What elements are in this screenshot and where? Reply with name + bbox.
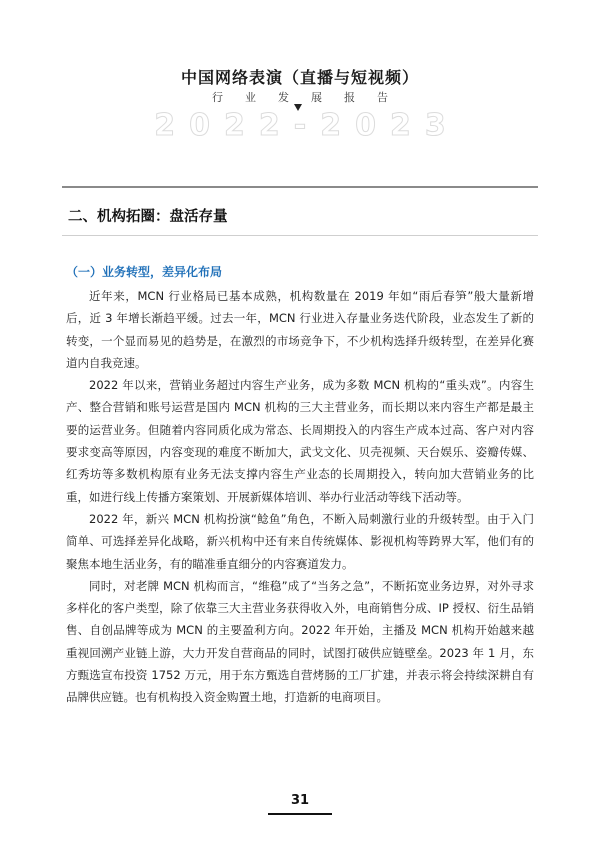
footer-divider	[268, 813, 332, 815]
section-heading: 二、机构拓圈：盘活存量	[68, 209, 228, 225]
section-divider	[62, 235, 538, 236]
report-subtitle: 行业发展报告	[212, 91, 410, 104]
report-title: 中国网络表演（直播与短视频）	[180, 68, 419, 87]
sub-heading: （一）业务转型，差异化布局	[66, 265, 223, 279]
paragraph: 2022 年，新兴 MCN 机构扮演“鲶鱼”角色，不断入局刺激行业的升级转型。由于入门简单、可选择差异化战略，新兴机构中还有来自传统媒体、影视机构等跨界大军，他们有的聚焦本地生活业务，有的瞄准垂直细分的内容赛道发力。	[66, 511, 534, 571]
year-watermark: 2022-2023	[154, 108, 460, 143]
body-text	[66, 285, 534, 709]
paragraph: 近年来，MCN 行业格局已基本成熟，机构数量在 2019 年如“雨后春笋”般大量新增后，近 3 年增长渐趋平缓。过去一年，MCN 行业进入存量业务迭代阶段，业态发生了新的转变，一个显而易见的趋势是，在激烈的市场竞争下，不少机构选择升级转型，在差异化赛道内自我竞速。	[66, 289, 534, 370]
page-number: 31	[290, 793, 310, 808]
paragraph: 2022 年以来，营销业务超过内容生产业务，成为多数 MCN 机构的“重头戏”。内容生产、整合营销和账号运营是国内 MCN 机构的三大主营业务，而长期以来内容生产都是最主要的运营业务。但随着内容同质化成为常态、长周期投入的内容生产成本过高、客户对内容要求变高等原因，内容变现的难度不断加大，武戈文化、贝壳视频、天台娱乐、姿瓣传媒、红秀坊等多数机构原有业务无法支撑内容生产业态的长周期投入，转向加大营销业务的比重，如进行线上传播方案策划、开展新媒体培训、举办行业活动等线下活动等。	[66, 378, 534, 504]
report-header	[0, 0, 600, 175]
paragraph: 同时，对老牌 MCN 机构而言，“维稳”成了“当务之急”，不断拓宽业务边界，对外寻求多样化的客户类型，除了依靠三大主营业务获得收入外，电商销售分成、IP 授权、衍生品销售、自创品牌等成为 MCN 的主要盈利方向。2022 年开始，主播及 MCN 机构开始越来越重视回溯产业链上游，大力开发自营商品的同时，试图打破供应链壁垒。2023 年 1 月，东方甄选宣布投资 1752 万元，用于东方甄选自营烤肠的工厂扩建，并表示将会持续深耕自有品牌供应链。也有机构投入资金购置土地，打造新的电商项目。	[66, 578, 534, 705]
header-divider	[62, 186, 538, 188]
